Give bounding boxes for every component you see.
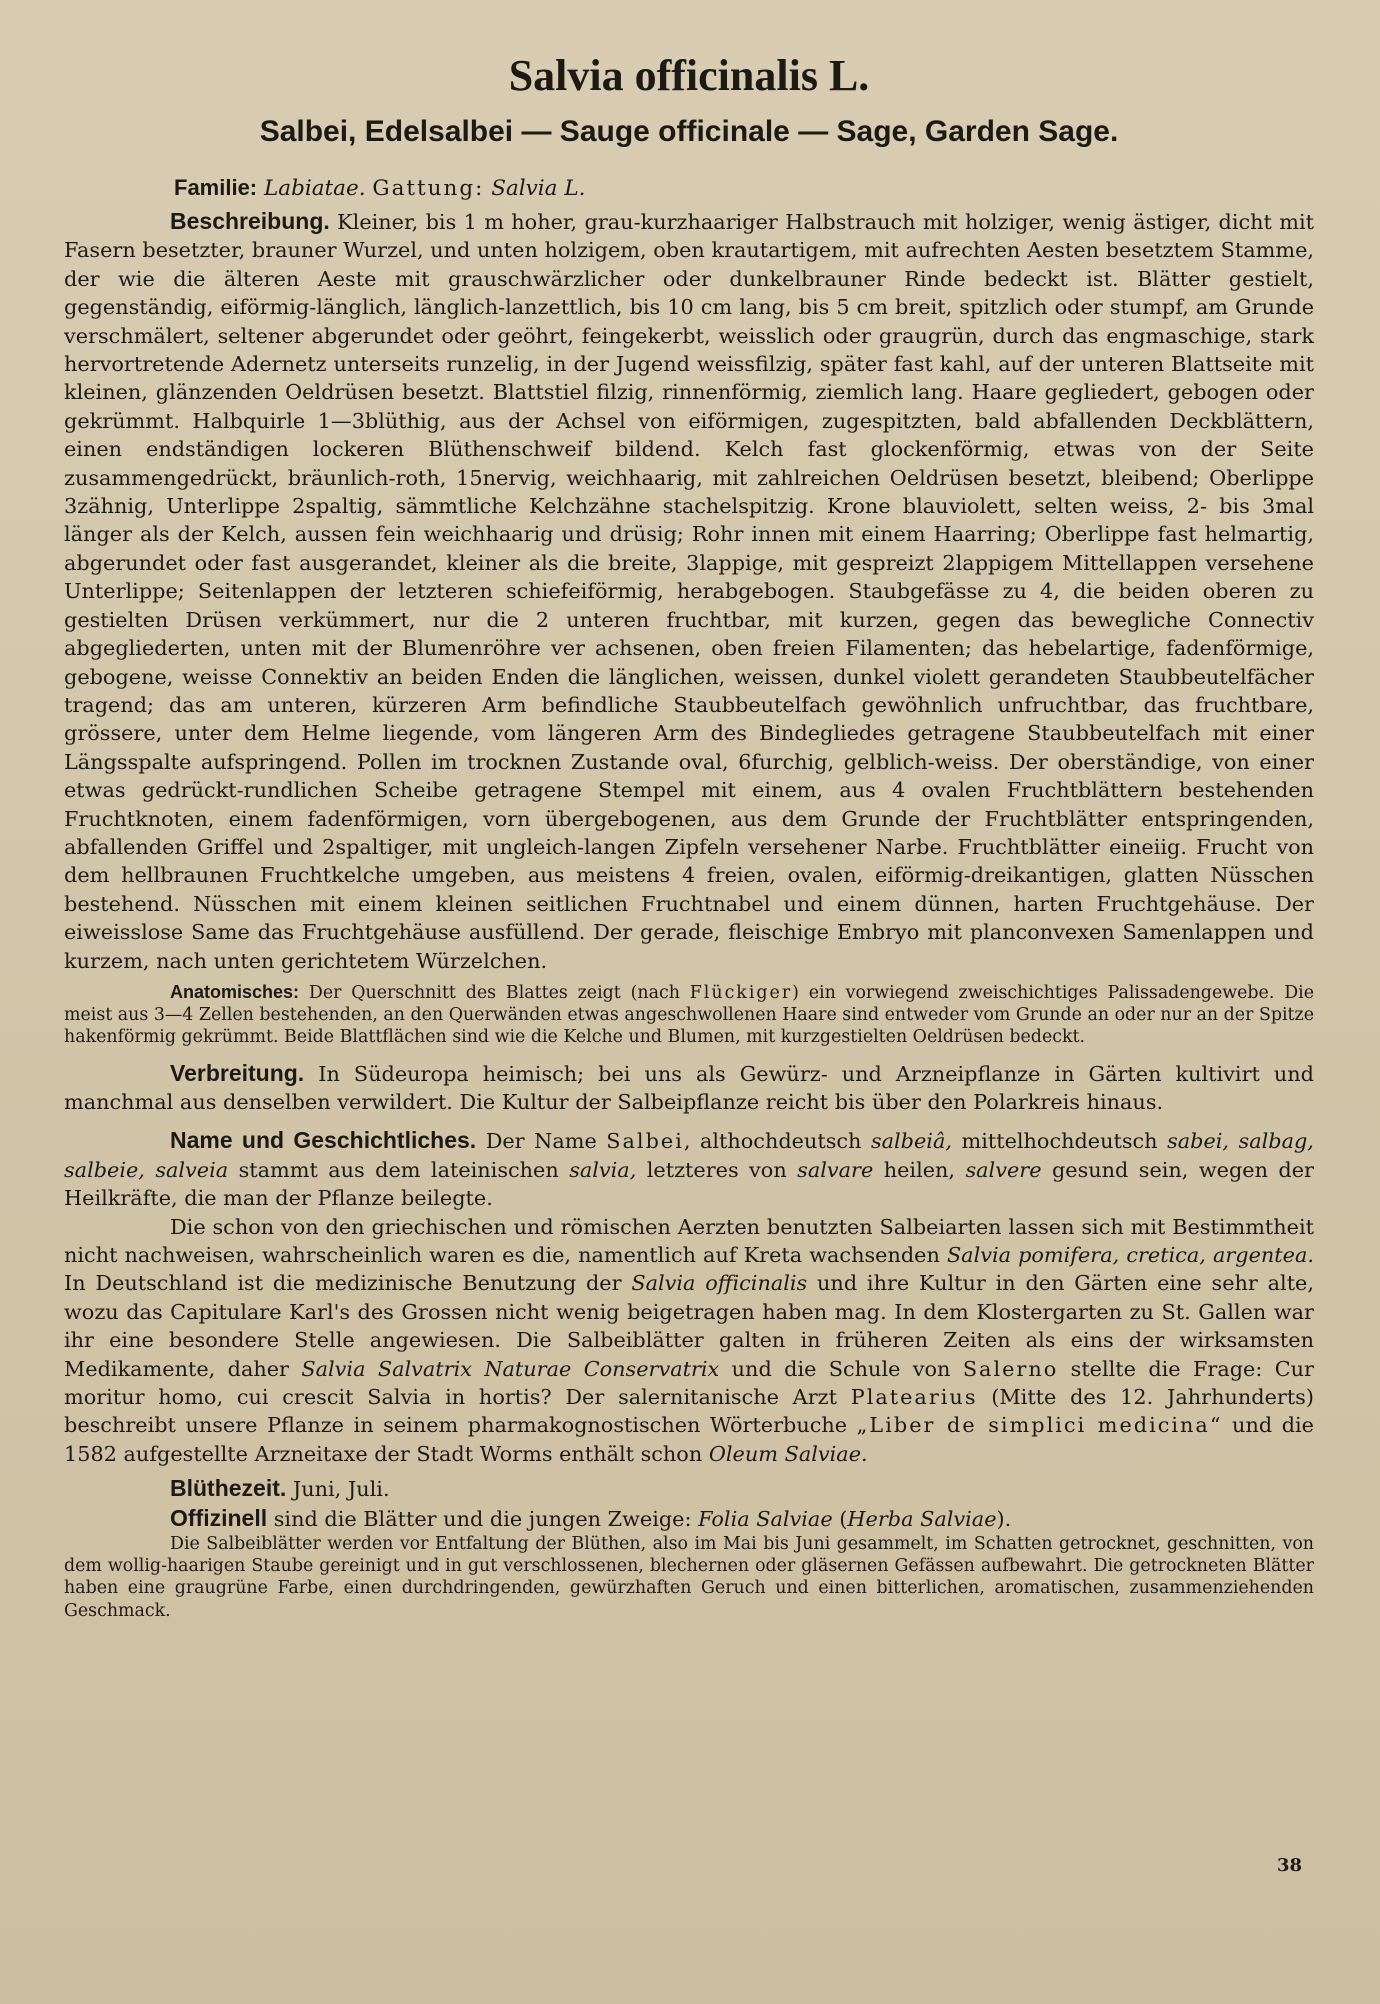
history-italic: Oleum Salviae. bbox=[708, 1441, 868, 1466]
history-italic: Salvia officinalis bbox=[631, 1271, 808, 1296]
page-subtitle: Salbei, Edelsalbei — Sauge officinale — Sage, Garden Sage. bbox=[259, 115, 1119, 148]
name-spaced: Salbei bbox=[606, 1129, 684, 1154]
history-spaced: Platearius bbox=[850, 1385, 978, 1410]
page-content bbox=[64, 50, 1314, 1622]
officinal-small-text: Die Salbeiblätter werden vor Entfaltung der Blüthen, also im Mai bis Juni gesammelt, im Schatten getrocknet, geschnitten, von dem wollig-haarigen Staube gereinigt und in gut verschlossenen, blechernen oder gläsernen Gefässen aufbewahrt. Die getrockneten Blätter haben eine graugrüne Farbe, einen durchdringenden, gewürzhaften Geruch und einen bitterlichen, aromatischen, zusammenziehenden Geschmack. bbox=[64, 1534, 1314, 1621]
page-number: 38 bbox=[1276, 1855, 1302, 1876]
history-text: In Deutschland ist die medizinische Benutzung der bbox=[64, 1271, 622, 1296]
name-text: Der Name bbox=[485, 1129, 597, 1154]
officinal-italic: Folia Salviae bbox=[698, 1506, 833, 1531]
name-history-heading: Name und Geschichtliches. bbox=[170, 1127, 477, 1154]
name-text: letzteres von bbox=[646, 1157, 787, 1182]
distribution-paragraph bbox=[64, 1059, 1314, 1117]
name-history-paragraph-2 bbox=[64, 1213, 1314, 1469]
officinal-heading: Offizinell bbox=[170, 1504, 268, 1531]
distribution-heading: Verbreitung. bbox=[170, 1059, 305, 1086]
description-heading: Beschreibung. bbox=[170, 208, 330, 234]
history-text: Die schon von den griechischen und römischen Aerzten benutzten Salbeiarten lassen sich mit Bestimmtheit nicht nachweisen, wahrscheinlich waren es die, namentlich auf Kreta wachsenden bbox=[64, 1214, 1314, 1268]
history-text: und die Schule von bbox=[731, 1356, 951, 1381]
anatomy-text-1: Der Querschnitt des Blattes zeigt (nach bbox=[308, 982, 680, 1003]
distribution-text: In Südeuropa heimisch; bei uns als Gewürz- und Arzneipflanze in Gärten kultivirt und manchmal aus denselben verwildert. Die Kultur der Salbeipflanze reicht bis über den Polarkreis hinaus. bbox=[64, 1061, 1314, 1114]
history-italic: Salvia pomifera, cretica, argentea. bbox=[946, 1243, 1314, 1268]
name-history-paragraph-1 bbox=[64, 1126, 1314, 1212]
officinal-text: ( bbox=[839, 1506, 848, 1531]
flowering-paragraph bbox=[64, 1474, 1314, 1503]
history-text: und die 1582 aufgestellte Arzneitaxe der Stadt Worms enthält schon bbox=[64, 1413, 1314, 1466]
genus-name: Salvia L. bbox=[491, 176, 586, 201]
name-italic: salvere bbox=[965, 1157, 1042, 1182]
officinal-text: ). bbox=[996, 1506, 1012, 1531]
history-text: (Mitte des 12. Jahrhunderts) beschreibt unsere Pflanze in seinem pharmakognostischen Wörterbuche bbox=[64, 1385, 1314, 1438]
history-italic: Salvia Salvatrix Naturae Conservatrix bbox=[301, 1356, 720, 1381]
flowering-heading: Blüthezeit. bbox=[170, 1475, 287, 1502]
page-title: Salvia officinalis L. bbox=[508, 51, 870, 100]
name-italic: salvare bbox=[797, 1157, 874, 1182]
name-italic: sabei, salbag, salbeie, salveia bbox=[64, 1129, 1314, 1182]
officinal-paragraph bbox=[64, 1504, 1314, 1533]
description-paragraph bbox=[64, 207, 1314, 975]
anatomy-heading: Anatomisches: bbox=[170, 981, 300, 1002]
anatomy-author: Flückiger bbox=[689, 982, 793, 1003]
name-italic: salvia, bbox=[569, 1157, 637, 1182]
officinal-text: sind die Blätter und die jungen Zweige: bbox=[273, 1506, 692, 1531]
flowering-text: Juni, Juli. bbox=[292, 1477, 390, 1502]
name-text: mittelhochdeutsch bbox=[961, 1129, 1158, 1154]
name-text: heilen, bbox=[883, 1157, 956, 1182]
name-text: gesund sein, wegen der Heilkräfte, die man der Pflanze beilegte. bbox=[64, 1157, 1314, 1211]
family-name: Labiatae. bbox=[263, 176, 366, 201]
name-text: stammt aus dem lateinischen bbox=[238, 1157, 559, 1182]
description-text: Kleiner, bis 1 m hoher, grau-kurzhaariger Halbstrauch mit holziger, wenig ästiger, dicht mit Fasern besetzter, brauner Wurzel, und unten holzigem, oben krautartigem, mit aufrechten Aesten besetztem Stamme, der wie die älteren Aeste mit grauschwärzlicher oder dunkelbrauner Rinde bedeckt ist. Blätter gestielt, gegenständig, eiförmig-länglich, länglich-lanzettlich, bis 10 cm lang, bis 5 cm breit, spitzlich oder stumpf, am Grunde verschmälert, seltener abgerundet oder geöhrt, feingekerbt, weisslich oder graugrün, durch das engmaschige, stark hervortretende Adernetz unterseits runzelig, in der Jugend weissfilzig, später fast kahl, auf der unteren Blattseite mit kleinen, glänzenden Oeldrüsen besetzt. Blattstiel filzig, rinnenförmig, ziemlich lang. Haare gegliedert, gebogen oder gekrümmt. Halbquirle 1—3blüthig, aus der Achsel von eiförmigen, zugespitzten, bald abfallenden Deckblättern, einen endständigen lockeren Blüthenschweif bildend. Kelch fast glockenförmig, etwas von der Seite zusammengedrückt, bräunlich-roth, 15nervig, weichhaarig, mit zahlreichen Oeldrüsen besetzt, bleibend; Oberlippe 3zähnig, Unterlippe 2spaltig, sämmtliche Kelchzähne stachelspitzig. Krone blauviolett, selten weiss, 2- bis 3mal länger als der Kelch, aussen fein weichhaarig und drüsig; Rohr innen mit einem Haarring; Oberlippe fast helmartig, abgerundet oder fast ausgerandet, kleiner als die breite, 3lappige, mit gespreizt 2lappigem Mittellappen versehene Unterlippe; Seitenlappen der letzteren schiefeiförmig, herabgebogen. Staubgefässe zu 4, die beiden oberen zu gestielten Drüsen verkümmert, nur die 2 unteren fruchtbar, mit kurzen, gegen das bewegliche Connectiv abgegliederten, unten mit der Blumenröhre ver achsenen, oben freien Filamenten; das hebelartige, fadenförmige, gebogene, weisse Connektiv an beiden Enden die länglichen, weissen, dunkel violett gerandeten Staubbeutelfächer tragend; das am unteren, kürzeren Arm befindliche Staubbeutelfach gewöhnlich unfruchtbar, das fruchtbare, grössere, unter dem Helme liegende, vom längeren Arm des Bindegliedes getragene Staubbeutelfach mit einer Längsspalte aufspringend. Pollen im trocknen Zustande oval, 6furchig, gelblich-weiss. Der oberständige, von einer etwas gedrückt-rundlichen Scheibe getragene Stempel mit einem, aus 4 ovalen Fruchtblättern bestehenden Fruchtknoten, einem fadenförmigen, vorn übergebogenen, aus dem Grunde der Fruchtblätter entspringenden, abfallenden Griffel und 2spaltiger, mit ungleich-langen Zipfeln versehener Narbe. Fruchtblätter eineiig. Frucht von dem hellbraunen Fruchtkelche umgeben, aus meistens 4 freien, ovalen, eiförmig-dreikantigen, glatten Nüsschen bestehend. Nüsschen mit einem kleinen seitlichen Fruchtnabel und einem dünnen, harten Fruchtgehäuse. Der eiweisslose Same das Fruchtgehäuse ausfüllend. Der gerade, fleischige Embryo mit planconvexen Samenlappen und kurzem, nach unten gerichtetem Würzelchen. bbox=[64, 210, 1314, 973]
officinal-italic: Herba Salviae bbox=[847, 1506, 997, 1531]
history-spaced: „Liber de simplici medicina“ bbox=[856, 1413, 1223, 1438]
officinal-small-paragraph bbox=[64, 1533, 1314, 1622]
history-spaced: Salerno bbox=[962, 1356, 1059, 1381]
history-text: und ihre Kultur in den Gärten eine sehr alte, wozu das Capitulare Karl's des Grossen nicht wenig beigetragen haben mag. In dem Klostergarten zu St. Gallen war ihr eine besondere Stelle angewiesen. Die Salbeiblätter galten in früheren Zeiten als eins der wirksamsten Medikamente, daher bbox=[64, 1271, 1314, 1381]
anatomy-text-2: ) ein vorwiegend zweischichtiges Palissadengewebe. Die meist aus 3—4 Zellen bestehenden, an den Querwänden etwas angeschwollenen Haare sind entweder vom Grunde an oder nur an der Spitze hakenförmig gekrümmt. Beide Blattflächen sind wie die Kelche und Blumen, mit kurzgestielten Oeldrüsen bedeckt. bbox=[64, 982, 1314, 1048]
genus-label: Gattung: bbox=[372, 176, 485, 201]
name-text: , althochdeutsch bbox=[683, 1129, 862, 1154]
family-label: Familie: bbox=[174, 175, 258, 200]
anatomy-paragraph bbox=[64, 981, 1314, 1049]
name-italic: salbeiâ, bbox=[870, 1129, 952, 1154]
family-line bbox=[174, 175, 1314, 201]
history-text: stellte die Frage: Cur moritur homo, cui crescit Salvia in hortis? Der salernitanische Arzt bbox=[64, 1356, 1314, 1410]
